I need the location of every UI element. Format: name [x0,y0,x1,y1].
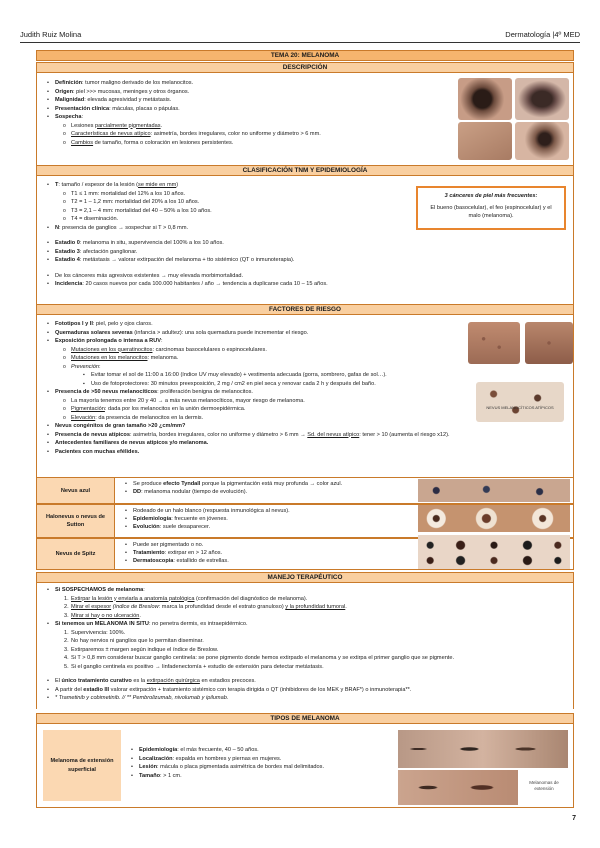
mnemonic-title: 3 cánceres de piel más frecuentes: [444,193,538,199]
nevus-photo [476,382,564,422]
skin-photo [525,322,573,364]
mnemonic-box [416,186,566,230]
section-title-descripcion: DESCRIPCIÓN [36,62,574,73]
list-item: • Se produce efecto Tyndall porque la pigmentación está muy profunda → color azul. [115,480,573,488]
list-item: • T: tamaño / espesor de la lesión (se mide en mm) [37,181,573,190]
list-item: o T4 = diseminación. [37,215,573,224]
list-item: • Puede ser pigmentado o no. [115,541,573,549]
list-item: 2. No hay nervios ni ganglios que lo permitan diseminar. [64,638,204,644]
list-item: o Lesiones parcialmente pigmentadas. [37,122,573,131]
list-item: • El único tratamiento curativo es la extirpación quirúrgica en estadios precoces. [37,677,573,686]
list-item: 1. Supervivencia: 100%. [64,629,126,636]
page-header [20,30,580,43]
row-label: Halonevus o nevus de Sutton [37,505,115,537]
list-item: o T3 = 2,1 – 4 mm: mortalidad del 40 – 50% a los 10 años. [37,207,573,216]
list-item: • Estadio 3: afectación ganglionar. [37,248,573,257]
section-manejo [36,583,574,709]
melanoma-extension-photos [398,730,568,768]
list-item: o Prevención: [37,363,573,372]
list-item: • Exposición prolongada o intensa a RUV: [37,337,573,346]
page-number: 7 [572,815,576,822]
list-item: • A partir del estadio III valorar extirpación + tratamiento sistémico con terapia dirigida o QT (inhibidores de los MEK y BRAF*) o inmunoterapia**. [37,686,573,695]
photo-caption: Melanomas de extensión [529,780,559,791]
author-name: Judith Ruiz Molina [20,30,82,39]
list-item: • Origen: piel >>> mucosas, meninges y otros órganos. [37,88,573,97]
section-title-factores: FACTORES DE RIESGO [36,304,574,315]
list-item: • Epidemiología: el más frecuente, 40 – 50 años. [121,746,324,755]
list-item: • * Trametinib y cobimetinib. // ** Pembrolizumab, nivolumab y ipilumab. [37,694,573,703]
list-item: o Mutaciones en los melanocitos: melanoma. [37,354,573,363]
list-item: • Estadio 0: melanoma in situ, supervivencia del 100% a los 10 años. [37,239,573,248]
list-item: • Quemaduras solares severas (infancia > adultez): una sola quemadura puede incrementar el riesgo. [37,329,573,338]
list-item: • N: presencia de ganglios → sospechar si T > 0,8 mm. [37,224,573,233]
list-item: ▪ Evitar tomar el sol de 11:00 a 16:00 (índice UV muy elevado) + vestimenta adecuada (gorra, sombrero, gafas de sol…). [37,371,573,380]
list-item: o Elevación: da presencia de melanocitos en la dermis. [37,414,573,423]
list-item: • Si SOSPECHAMOS de melanoma: [37,586,573,595]
row-label: Nevus azul [37,478,115,503]
list-item: 1. Extirpar la lesión y enviarla a anatomía patológica (confirmación del diagnóstico de melanoma). [64,595,308,602]
list-item: ▪ Uso de fotoprotectores: 30 minutos preexposición, 2 mg / cm2 en piel seca y renovar cada 2 h y después del baño. [37,380,573,389]
list-item: • Presencia de nevus atípicos: asimetría, bordes irregulares, color no uniforme y diámetro > 6 mm → Sd. del nevus atípico: tener > 10 (aumenta el riesgo x12). [37,431,573,440]
melanoma-photo [515,122,569,160]
list-item: o Características de nevus atípico: asimetría, bordes irregulares, color no uniforme y diámetro > 6 mm. [37,130,573,139]
list-item: • De los cánceres más agresivos existentes → muy elevada morbimortalidad. [37,272,573,281]
halonevus-photos [418,505,570,532]
list-item: • Sospecha: [37,113,573,122]
list-item: • Rodeado de un halo blanco (respuesta inmunológica al nevus). [115,507,573,515]
tipo-label: Melanoma de extensión superficial [43,730,121,801]
list-item: • Dermatoscopia: estallido de estrellas. [115,557,573,565]
list-item: o Mutaciones en los queratinocitos: carcinomas basocelulares o espinocelulares. [37,346,573,355]
list-item: o Cambios de tamaño, forma o coloración en lesiones persistentes. [37,139,573,148]
list-item: • Lesión: mácula o placa pigmentada asimétrica de bordes mal delimitados. [121,763,324,772]
list-item: • Nevus congénitos de gran tamaño >20 ¿cm/mm? [37,422,573,431]
list-item: • Presencia de >50 nevus melanocíticos: proliferación benigna de melanocitos. [37,388,573,397]
row-label: Nevus de Spitz [37,539,115,569]
list-item: o T2 = 1 – 1,2 mm: mortalidad del 20% a los 10 años. [37,198,573,207]
mnemonic-text: El bueno (basocelular), el feo (espinocelular) y el malo (melanoma). [430,205,552,219]
list-item: • Si tenemos un MELANOMA IN SITU: no penetra dermis, es intraepidérmico. [37,620,573,629]
list-item: 3. Mirar si hay o no ulceración. [64,612,141,619]
list-item: o T1 ≤ 1 mm: mortalidad del 12% a los 10 años. [37,190,573,199]
list-item: 2. Mirar el espesor (índice de Breslow: marca la profundidad desde el estrato granuloso) y la profundidad tumoral. [64,604,347,610]
section-title-tipos: TIPOS DE MELANOMA [36,713,574,724]
list-item: 3. Extirparemos ± margen según indique el índice de Breslow. [64,646,219,653]
list-item: • Evolución: suele desaparecer. [115,523,573,531]
melanoma-photo [515,78,569,120]
spitz-photos [418,535,570,569]
skin-photo [468,322,520,364]
melanoma-extension-photos [398,770,518,805]
topic-title: TEMA 20: MELANOMA [36,50,574,61]
list-item: • DD: melanoma nodular (tiempo de evolución). [115,488,573,496]
section-title-clasificacion: CLASIFICACIÓN TNM Y EPIDEMIOLOGÍA [36,165,574,176]
list-item: • Estadio 4: metástasis → valorar extirpación del melanoma + tto sistémico (QT o inmunoterapia). [37,256,573,265]
book-title: NEVUS MELANOCÍTICOS ATÍPICOS [486,405,554,410]
list-item: 4. Si T > 0,8 mm considerar buscar ganglio centinela: se pone pigmento donde hemos extirpado el melanoma y se extirpa el primer ganglio que se pigmente. [64,655,455,661]
list-item: o Pigmentación: dada por los melanocitos en la unión dermoepidérmica. [37,405,573,414]
list-item: • Fototipos I y II: piel, pelo y ojos claros. [37,320,573,329]
list-item: o La mayoría tenemos entre 20 y 40 → a más nevus melanocíticos, mayor riesgo de melanoma. [37,397,573,406]
list-item: • Pacientes con muchas efélides. [37,448,573,457]
list-item: • Tratamiento: extirpar en > 12 años. [115,549,573,557]
nevus-azul-photos [418,479,570,502]
list-item: • Malignidad: elevada agresividad y metástasis. [37,96,573,105]
list-item: • Localización: espalda en hombres y piernas en mujeres. [121,755,324,764]
list-item: • Definición: tumor maligno derivado de los melanocitos. [37,79,573,88]
list-item: • Presentación clínica: máculas, placas o pápulas. [37,105,573,114]
section-title-manejo: MANEJO TERAPÉUTICO [36,572,574,583]
list-item: • Tamaño: > 1 cm. [121,772,324,781]
list-item: • Epidemiología: frecuente en jóvenes. [115,515,573,523]
course-name: Dermatología |4º MED [505,30,580,39]
list-item: • Antecedentes familiares de nevus atípicos y/o melanoma. [37,439,573,448]
list-item: 5. Si el ganglio centinela es positivo → linfadenectomía + estudio de extensión para detectar metástasis. [64,663,324,670]
melanoma-photo [458,78,512,120]
list-item: • Incidencia: 20 casos nuevos por cada 100.000 habitantes / año → tendencia a duplicarse cada 10 – 15 años. [37,280,573,289]
melanoma-photo [458,122,512,160]
